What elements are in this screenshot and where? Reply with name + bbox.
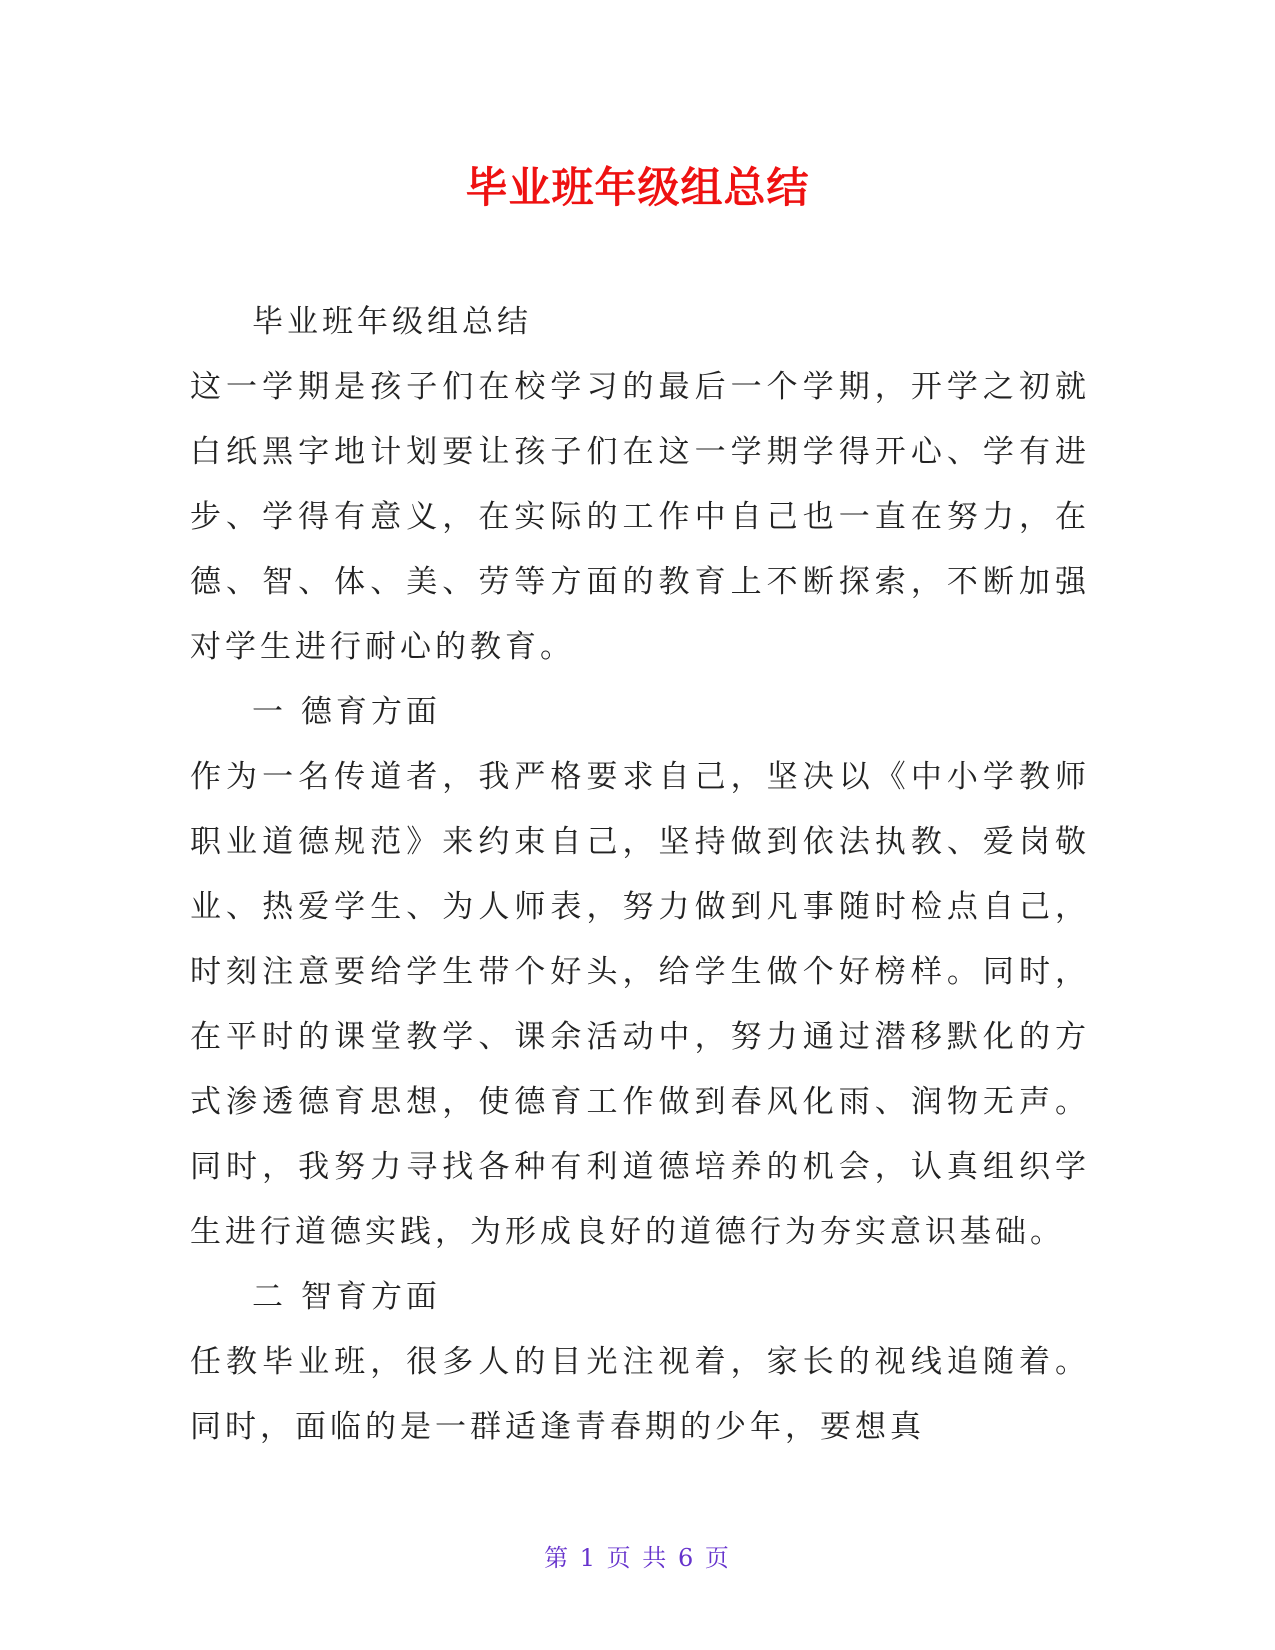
document-subtitle: 毕业班年级组总结 bbox=[252, 304, 532, 340]
document-body bbox=[190, 290, 1090, 1460]
paragraph-intellectual-education: 任教毕业班，很多人的目光注视着，家长的视线追随着。同时，面临的是一群适逢青春期的少年，要想真 bbox=[190, 1344, 1090, 1445]
document-title: 毕业班年级组总结 bbox=[465, 163, 810, 212]
paragraph-intro: 这一学期是孩子们在校学习的最后一个学期，开学之初就白纸黑字地计划要让孩子们在这一学期学得开心、学有进步、学得有意义，在实际的工作中自己也一直在努力，在德、智、体、美、劳等方面的教育上不断探索，不断加强对学生进行耐心的教育。 bbox=[190, 369, 1090, 665]
paragraph-moral-education: 作为一名传道者，我严格要求自己，坚决以《中小学教师职业道德规范》来约束自己，坚持做到依法执教、爱岗敬业、热爱学生、为人师表，努力做到凡事随时检点自己，时刻注意要给学生带个好头，给学生做个好榜样。同时，在平时的课堂教学、课余活动中，努力通过潜移默化的方式渗透德育思想，使德育工作做到春风化雨、润物无声。同时，我努力寻找各种有利道德培养的机会，认真组织学生进行道德实践，为形成良好的道德行为夯实意识基础。 bbox=[190, 759, 1090, 1250]
section-heading-intellectual-education: 二 智育方面 bbox=[252, 1279, 441, 1315]
page-number-footer: 第 1 页 共 6 页 bbox=[544, 1544, 731, 1572]
section-heading-moral-education: 一 德育方面 bbox=[252, 694, 441, 730]
